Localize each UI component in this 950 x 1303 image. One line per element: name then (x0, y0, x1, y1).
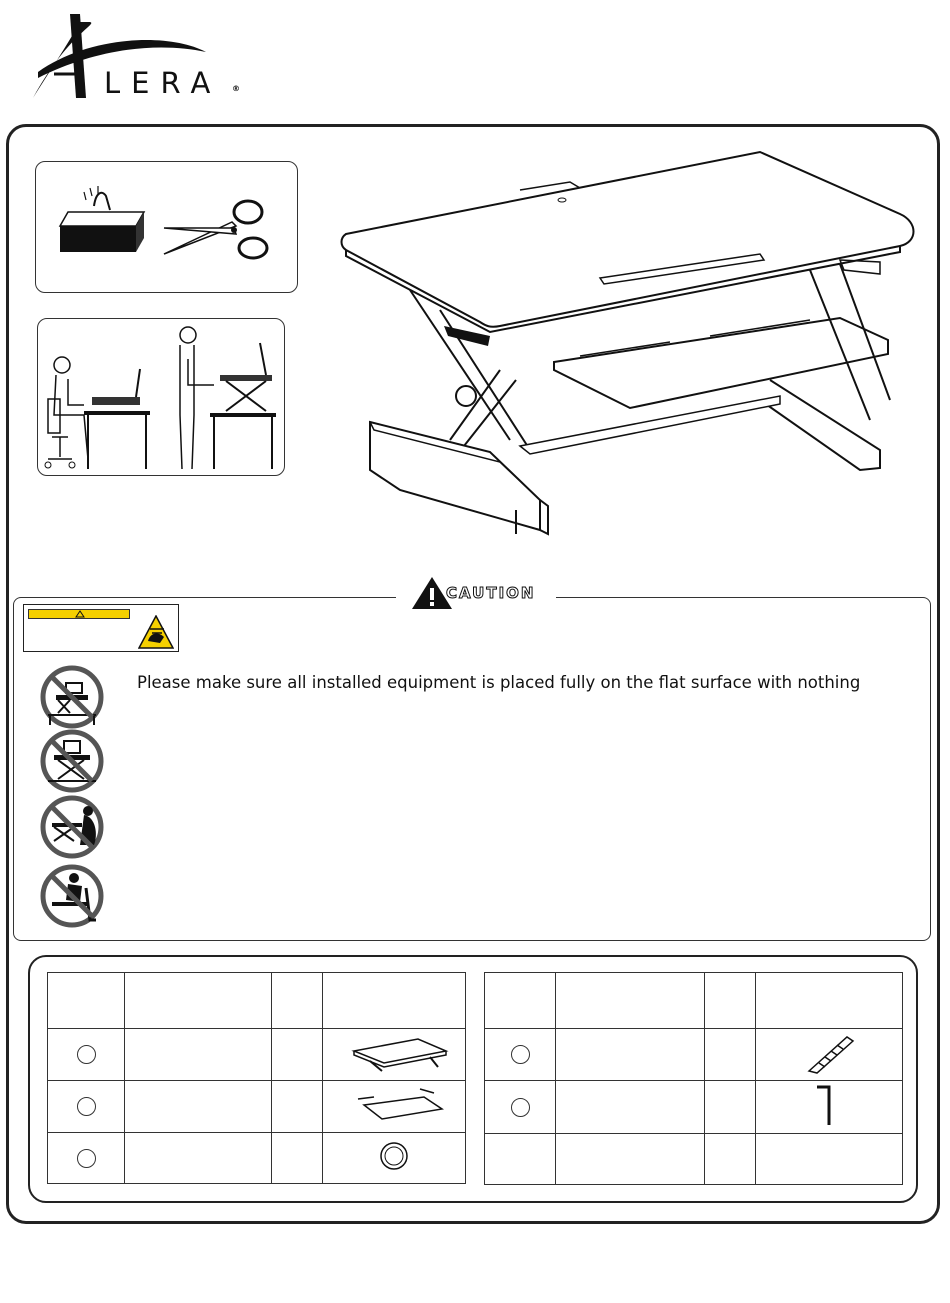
part-id-circle (77, 1149, 96, 1168)
brand-logo (28, 14, 240, 104)
header-cell (125, 973, 272, 1029)
parts-table-left (47, 972, 466, 1184)
parts-table-right (484, 972, 903, 1185)
no-overload-icon (40, 729, 104, 793)
part-id-circle (511, 1098, 530, 1117)
no-sitting-icon (40, 864, 104, 928)
table-row (485, 1081, 903, 1134)
header-cell (48, 973, 125, 1029)
logo-wordmark: LERA (104, 66, 222, 100)
part-id-circle (77, 1097, 96, 1116)
part-id-circle (511, 1045, 530, 1064)
caution-title: CAUTION (446, 584, 536, 602)
parts-header-row (485, 973, 903, 1029)
hex-key-part-icon (809, 1081, 849, 1129)
cable-clip-part-icon (799, 1031, 859, 1075)
table-row (48, 1133, 466, 1184)
table-row (48, 1029, 466, 1081)
hand-crush-warning-icon (138, 615, 174, 649)
sit-stand-posture-icon (38, 319, 284, 475)
desk-riser-part-icon (334, 1031, 454, 1075)
pinch-warning-label (23, 604, 179, 652)
no-overhang-equipment-icon (40, 665, 104, 729)
tools-panel (35, 161, 298, 293)
table-row (48, 1081, 466, 1133)
toolbox-scissors-icon (36, 162, 296, 292)
keyboard-tray-part-icon (334, 1083, 454, 1127)
standing-desk-illustration (340, 150, 920, 540)
header-cell (323, 973, 466, 1029)
desk-converter-icon (340, 150, 920, 540)
header-cell (756, 973, 903, 1029)
warning-text-1: Please make sure all installed equipment is placed fully on the flat surface with nothing (137, 673, 861, 692)
grommet-part-icon (374, 1136, 414, 1176)
part-id-circle (77, 1045, 96, 1064)
warning-strip (28, 609, 130, 619)
header-cell (272, 973, 323, 1029)
header-cell (705, 973, 756, 1029)
posture-panel (37, 318, 285, 476)
caution-header (396, 575, 556, 615)
table-row (485, 1134, 903, 1185)
small-warning-triangle-icon (75, 610, 85, 618)
table-row (485, 1029, 903, 1081)
registered-mark: ® (232, 84, 240, 93)
parts-header-row (48, 973, 466, 1029)
no-children-icon (40, 795, 104, 859)
header-cell (485, 973, 556, 1029)
header-cell (556, 973, 705, 1029)
